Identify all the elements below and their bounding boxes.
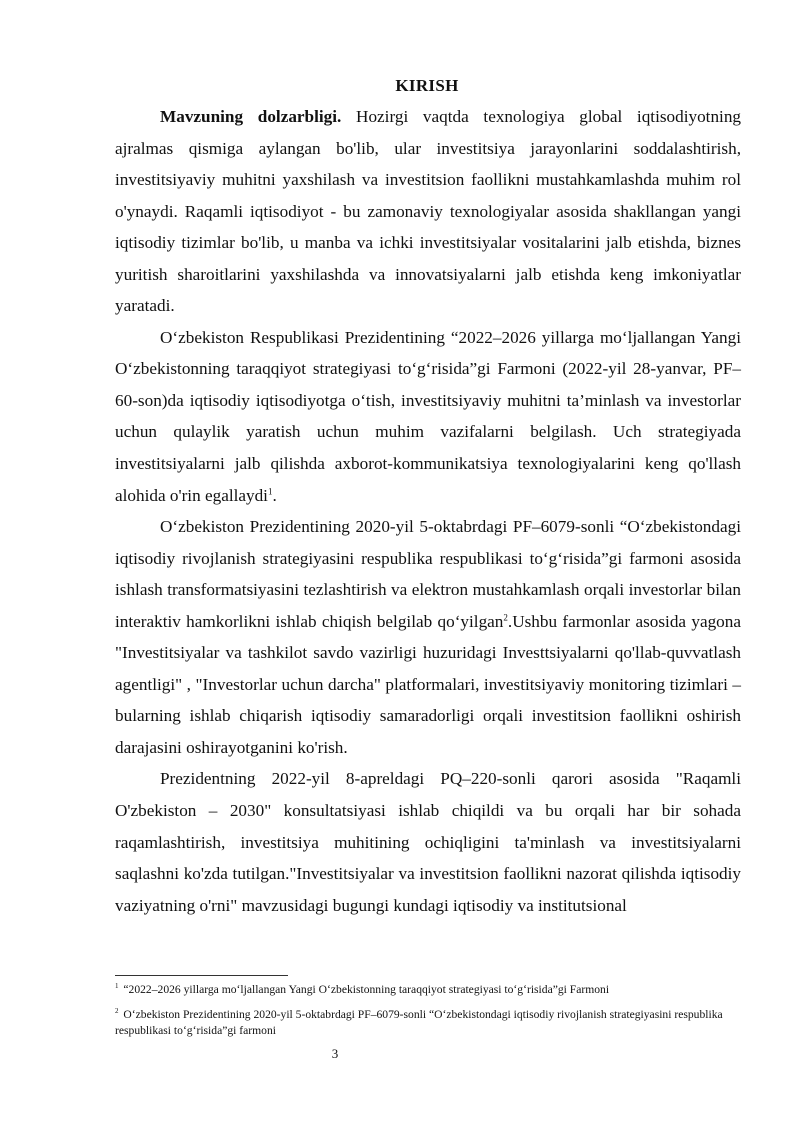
paragraph-relevance <box>115 101 741 322</box>
paragraph-text: Prezidentning 2022-yil 8-apreldagi PQ–220-sonli qarori asosida "Raqamli O'zbekiston – 2030" konsultatsiyasi ishlab chiqildi va bu orqali har bir sohada raqamlashtirish, investitsiya muhitining ochiqligini ta'minlash va investitsiyalarni saqlashni ko'zda tutilgan."Investitsiyalar va investitsion faollikni nazorat qilishda iqtisodiy vaziyatning o'rni" mavzusidagi bugungi kundagi iqtisodiy va institutsional <box>115 769 741 915</box>
paragraph-text: O‘zbekiston Prezidentining 2020-yil 5-oktabrdagi PF–6079-sonli “O‘zbekistondagi iqtisodiy rivojlanish strategiyasini respublika respublikasi to‘g‘risida”gi farmoni asosida ishlash transformatsiyasini tezlashtirish va elektron mustahkamlash orqali investorlar bilan interaktiv hamkorlikni ishlab chiqish belgilab qo‘yilgan <box>115 517 741 631</box>
footnote-mark: 2 <box>115 1007 119 1016</box>
footnote-2 <box>115 1007 745 1039</box>
footnote-mark: 1 <box>115 982 119 991</box>
section-title: KIRISH <box>395 76 459 95</box>
footnote-1 <box>115 982 745 998</box>
footnote-ref[interactable]: 2 <box>503 612 508 623</box>
paragraph-tail: .Ushbu farmonlar asosida yagona "Investitsiyalar va tashkilot savdo vazirligi huzuridagi Investtsiyalarni qo'llab-quvvatlash agentligi" , "Investorlar uchun darcha" platformalari, investitsiyaviy monitoring tizimlari – bularning ishlab chiqarish iqtisodiy samaradorligi orqali investitsion faollikni oshirish darajasini oshirayotganini ko'rish. <box>115 611 741 757</box>
page-number: 3 <box>331 1046 339 1061</box>
paragraph-text: Hozirgi vaqtda texnologiya global iqtisodiyotning ajralmas qismiga aylangan bo'lib, ular investitsiya jarayonlarini soddalashtirish, investitsiyaviy muhitni yaxshilash va investitsion faollikni mustahkamlashda muhim rol o'ynaydi. Raqamli iqtisodiyot - bu zamonaviy texnologiyalar asosida shakllangan yangi iqtisodiy tizimlar bo'lib, u manba va ichki investitsiyalar vositalarini jalb etishda, biznes yuritish sharoitlarini yaxshilashda va innovatsiyalarni jalb etishda keng imkoniyatlar yaratadi. <box>115 107 742 316</box>
paragraph-president-decree <box>115 511 741 763</box>
footnote-text: “2022–2026 yillarga mo‘ljallangan Yangi O‘zbekistonning taraqqiyot strategiyasi to‘g‘risida”gi Farmoni <box>120 983 610 996</box>
paragraph-strategy-decree <box>115 322 741 511</box>
footnote-separator <box>115 975 288 976</box>
paragraph-text: O‘zbekiston Respublikasi Prezidentining “2022–2026 yillarga mo‘ljallangan Yangi O‘zbekistonning taraqqiyot strategiyasi to‘g‘risida”gi Farmoni (2022-yil 28-yanvar, PF–60-son)da iqtisodiy iqtisodiyotga o‘tish, investitsiyaviy muhitni ta’minlash va investorlar uchun qulaylik yaratish uchun muhim vazifalarni belgilash. Uch strategiyada investitsiyalarni jalb qilishda axborot-kommunikatsiya texnologiyalarini keng qo'llash alohida o'rin egallaydi <box>115 327 741 505</box>
paragraph-tail: . <box>272 485 277 505</box>
footnotes <box>115 982 745 1039</box>
paragraph-lead: Mavzuning dolzarbligi. <box>160 107 342 126</box>
footnote-text: O‘zbekiston Prezidentining 2020-yil 5-oktabrdagi PF–6079-sonli “O‘zbekistondagi iqtisodiy rivojlanish strategiyasini respublika respublikasi to‘g‘risida”gi farmoni <box>115 1008 723 1037</box>
body-text <box>115 101 741 921</box>
footnote-ref[interactable]: 1 <box>267 485 273 496</box>
paragraph-digital-uzbekistan <box>115 763 741 921</box>
